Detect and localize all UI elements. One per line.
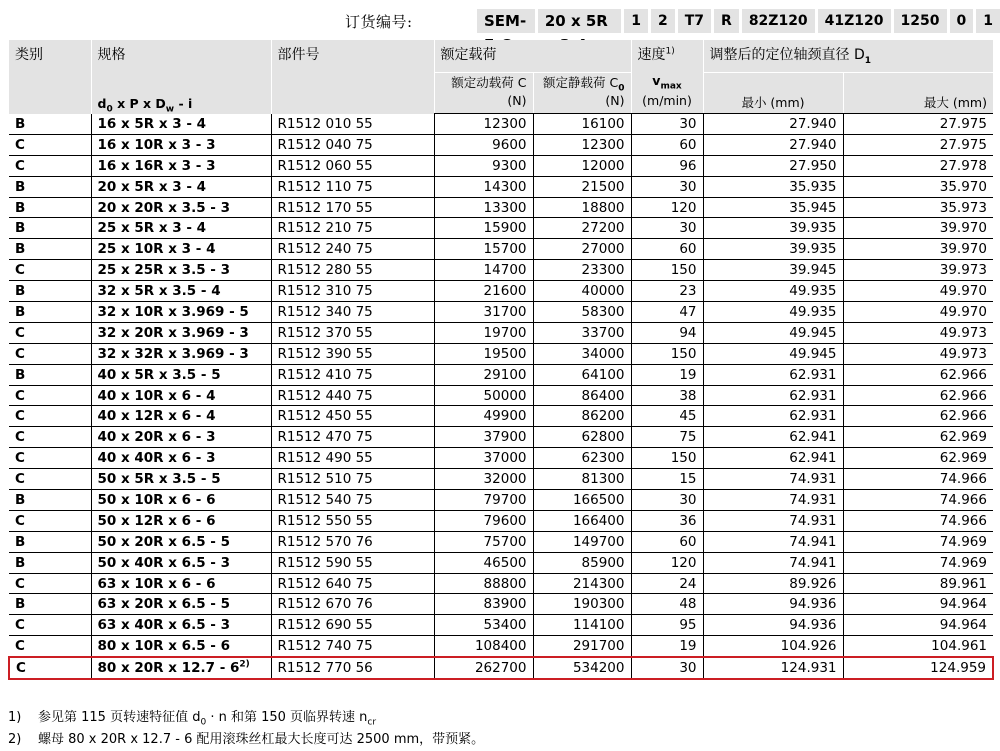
cell-dyn-load: 29100 <box>434 364 533 385</box>
cell-diam-min: 74.941 <box>703 552 843 573</box>
cell-type: C <box>9 343 91 364</box>
cell-part-no: R1512 690 55 <box>271 615 434 636</box>
cell-stat-load: 534200 <box>533 657 631 679</box>
cell-stat-load: 64100 <box>533 364 631 385</box>
cell-part-no: R1512 310 75 <box>271 281 434 302</box>
table-row <box>9 531 993 552</box>
footnote-ref: 2) <box>239 659 250 670</box>
order-code-bar <box>0 6 1000 34</box>
order-code-cell: SEM- <box>477 9 535 33</box>
cell-diam-max: 39.970 <box>843 218 993 239</box>
header-spec: 规格 $d_0$ x P x $D_w$ - i <box>91 40 271 114</box>
cell-diam-min: 62.931 <box>703 406 843 427</box>
cell-part-no: R1512 370 55 <box>271 322 434 343</box>
cell-dyn-load: 53400 <box>434 615 533 636</box>
table-row <box>9 469 993 490</box>
cell-type: B <box>9 218 91 239</box>
cell-speed: 150 <box>631 260 703 281</box>
header-part-no: 部件号 <box>271 40 434 114</box>
cell-diam-max: 39.970 <box>843 239 993 260</box>
cell-diam-min: 35.935 <box>703 176 843 197</box>
cell-part-no: R1512 010 55 <box>271 114 434 135</box>
cell-type: C <box>9 406 91 427</box>
cell-spec: 40 x 5R x 3.5 - 5 <box>91 364 271 385</box>
cell-type: C <box>9 155 91 176</box>
cell-diam-max: 74.966 <box>843 490 993 511</box>
table-row <box>9 134 993 155</box>
cell-diam-max: 74.969 <box>843 531 993 552</box>
cell-type: C <box>9 322 91 343</box>
cell-dyn-load: 75700 <box>434 531 533 552</box>
cell-stat-load: 18800 <box>533 197 631 218</box>
cell-diam-min: 49.935 <box>703 302 843 323</box>
cell-spec: 40 x 40R x 6 - 3 <box>91 448 271 469</box>
cell-type: C <box>9 573 91 594</box>
cell-diam-min: 62.931 <box>703 385 843 406</box>
cell-dyn-load: 262700 <box>434 657 533 679</box>
cell-spec: 63 x 20R x 6.5 - 5 <box>91 594 271 615</box>
cell-speed: 60 <box>631 239 703 260</box>
cell-stat-load: 114100 <box>533 615 631 636</box>
cell-speed: 30 <box>631 657 703 679</box>
cell-spec: 50 x 5R x 3.5 - 5 <box>91 469 271 490</box>
table-row <box>9 281 993 302</box>
cell-speed: 15 <box>631 469 703 490</box>
cell-stat-load: 27200 <box>533 218 631 239</box>
cell-stat-load: 86200 <box>533 406 631 427</box>
cell-diam-max: 49.970 <box>843 281 993 302</box>
cell-stat-load: 86400 <box>533 385 631 406</box>
cell-part-no: R1512 110 75 <box>271 176 434 197</box>
cell-diam-min: 74.931 <box>703 490 843 511</box>
cell-speed: 30 <box>631 490 703 511</box>
order-code-cell: 1250 <box>894 9 947 33</box>
spec-formula: $d_0$ x P x $D_w$ - i <box>97 95 193 114</box>
cell-diam-min: 74.931 <box>703 469 843 490</box>
cell-diam-max: 27.978 <box>843 155 993 176</box>
table-row <box>9 176 993 197</box>
table-row <box>9 114 993 135</box>
cell-diam-max: 124.959 <box>843 657 993 679</box>
cell-dyn-load: 14300 <box>434 176 533 197</box>
order-code-cell: 20 x 5R <box>538 9 621 33</box>
table-row-highlighted <box>9 657 993 679</box>
cell-type: B <box>9 197 91 218</box>
cell-type: C <box>9 385 91 406</box>
header-diam-blank <box>703 73 843 94</box>
cell-speed: 96 <box>631 155 703 176</box>
table-row <box>9 448 993 469</box>
cell-speed: 38 <box>631 385 703 406</box>
cell-diam-min: 49.945 <box>703 343 843 364</box>
cell-stat-load: 85900 <box>533 552 631 573</box>
cell-diam-min: 104.926 <box>703 636 843 657</box>
table-row <box>9 385 993 406</box>
table-row <box>9 322 993 343</box>
cell-stat-load: 16100 <box>533 114 631 135</box>
order-code-cell: T7 <box>678 9 711 33</box>
cell-part-no: R1512 040 75 <box>271 134 434 155</box>
cell-diam-min: 49.935 <box>703 281 843 302</box>
cell-type: C <box>9 510 91 531</box>
order-code-cell: 82Z120 <box>742 9 815 33</box>
cell-spec: 80 x 10R x 6.5 - 6 <box>91 636 271 657</box>
cell-dyn-load: 108400 <box>434 636 533 657</box>
cell-spec: 32 x 20R x 3.969 - 3 <box>91 322 271 343</box>
cell-spec: 32 x 5R x 3.5 - 4 <box>91 281 271 302</box>
cell-spec: 25 x 5R x 3 - 4 <box>91 218 271 239</box>
cell-speed: 120 <box>631 197 703 218</box>
table-row <box>9 197 993 218</box>
cell-spec: 63 x 40R x 6.5 - 3 <box>91 615 271 636</box>
table-row <box>9 218 993 239</box>
cell-diam-min: 74.941 <box>703 531 843 552</box>
cell-type: B <box>9 114 91 135</box>
cell-speed: 150 <box>631 448 703 469</box>
cell-type: B <box>9 239 91 260</box>
cell-dyn-load: 14700 <box>434 260 533 281</box>
cell-type: C <box>9 615 91 636</box>
cell-spec: 16 x 10R x 3 - 3 <box>91 134 271 155</box>
header-stat-load: 额定静载荷 $C_0$ <box>533 73 631 94</box>
cell-speed: 150 <box>631 343 703 364</box>
cell-speed: 23 <box>631 281 703 302</box>
order-code-label: 订货编号: <box>345 13 413 31</box>
cell-diam-max: 62.966 <box>843 385 993 406</box>
cell-dyn-load: 46500 <box>434 552 533 573</box>
cell-diam-max: 62.966 <box>843 406 993 427</box>
cell-dyn-load: 88800 <box>434 573 533 594</box>
table-row <box>9 302 993 323</box>
cell-type: C <box>9 636 91 657</box>
cell-dyn-load: 21600 <box>434 281 533 302</box>
cell-part-no: R1512 770 56 <box>271 657 434 679</box>
cell-diam-min: 39.935 <box>703 239 843 260</box>
cell-part-no: R1512 570 76 <box>271 531 434 552</box>
cell-stat-load: 12300 <box>533 134 631 155</box>
order-code-cell: R <box>714 9 739 33</box>
table-row <box>9 573 993 594</box>
cell-dyn-load: 50000 <box>434 385 533 406</box>
cell-type: B <box>9 490 91 511</box>
cell-diam-min: 39.945 <box>703 260 843 281</box>
order-code-cell: 1 <box>624 9 648 33</box>
cell-spec: 16 x 5R x 3 - 4 <box>91 114 271 135</box>
cell-spec: 25 x 25R x 3.5 - 3 <box>91 260 271 281</box>
cell-part-no: R1512 550 55 <box>271 510 434 531</box>
cell-speed: 95 <box>631 615 703 636</box>
cell-diam-max: 62.969 <box>843 427 993 448</box>
header-unit-n2: (N) <box>533 93 631 114</box>
cell-diam-min: 62.931 <box>703 364 843 385</box>
cell-speed: 30 <box>631 114 703 135</box>
header-min: 最小 (mm) <box>703 93 843 114</box>
cell-dyn-load: 13300 <box>434 197 533 218</box>
footnotes <box>8 707 484 751</box>
cell-part-no: R1512 450 55 <box>271 406 434 427</box>
cell-dyn-load: 9300 <box>434 155 533 176</box>
cell-part-no: R1512 060 55 <box>271 155 434 176</box>
table-row <box>9 260 993 281</box>
cell-part-no: R1512 670 76 <box>271 594 434 615</box>
cell-dyn-load: 37000 <box>434 448 533 469</box>
order-code-cell: 2 <box>651 9 675 33</box>
header-load: 额定载荷 <box>434 40 631 73</box>
cell-part-no: R1512 280 55 <box>271 260 434 281</box>
cell-part-no: R1512 170 55 <box>271 197 434 218</box>
cell-part-no: R1512 340 75 <box>271 302 434 323</box>
table-row <box>9 636 993 657</box>
cell-type: C <box>9 260 91 281</box>
cell-part-no: R1512 470 75 <box>271 427 434 448</box>
header-max: 最大 (mm) <box>843 93 993 114</box>
cell-diam-min: 39.935 <box>703 218 843 239</box>
cell-stat-load: 166400 <box>533 510 631 531</box>
cell-stat-load: 291700 <box>533 636 631 657</box>
cell-type: B <box>9 281 91 302</box>
cell-diam-min: 94.936 <box>703 594 843 615</box>
table-row <box>9 427 993 448</box>
cell-diam-min: 62.941 <box>703 427 843 448</box>
cell-type: C <box>9 427 91 448</box>
cell-diam-min: 62.941 <box>703 448 843 469</box>
cell-speed: 48 <box>631 594 703 615</box>
cell-part-no: R1512 540 75 <box>271 490 434 511</box>
cell-diam-max: 35.973 <box>843 197 993 218</box>
cell-stat-load: 166500 <box>533 490 631 511</box>
cell-diam-min: 27.940 <box>703 134 843 155</box>
header-type: 类别 <box>9 40 91 114</box>
cell-stat-load: 12000 <box>533 155 631 176</box>
cell-diam-min: 27.940 <box>703 114 843 135</box>
cell-diam-max: 94.964 <box>843 594 993 615</box>
cell-dyn-load: 32000 <box>434 469 533 490</box>
table-row <box>9 552 993 573</box>
cell-spec: 32 x 10R x 3.969 - 5 <box>91 302 271 323</box>
cell-speed: 30 <box>631 218 703 239</box>
cell-diam-max: 49.973 <box>843 322 993 343</box>
header-diameter: 调整后的定位轴颈直径 $D_1$ <box>703 40 993 73</box>
cell-diam-max: 35.970 <box>843 176 993 197</box>
cell-diam-min: 74.931 <box>703 510 843 531</box>
cell-dyn-load: 79700 <box>434 490 533 511</box>
cell-spec: 40 x 20R x 6 - 3 <box>91 427 271 448</box>
cell-diam-max: 39.973 <box>843 260 993 281</box>
header-unit-n1: (N) <box>434 93 533 114</box>
cell-speed: 36 <box>631 510 703 531</box>
cell-part-no: R1512 490 55 <box>271 448 434 469</box>
header-unit-speed: (m/min) <box>631 93 703 114</box>
cell-spec: 50 x 20R x 6.5 - 5 <box>91 531 271 552</box>
cell-spec: 50 x 10R x 6 - 6 <box>91 490 271 511</box>
cell-dyn-load: 49900 <box>434 406 533 427</box>
cell-stat-load: 23300 <box>533 260 631 281</box>
cell-stat-load: 40000 <box>533 281 631 302</box>
cell-stat-load: 58300 <box>533 302 631 323</box>
table-row <box>9 239 993 260</box>
header-diam-blank2 <box>843 73 993 94</box>
cell-part-no: R1512 740 75 <box>271 636 434 657</box>
cell-dyn-load: 19500 <box>434 343 533 364</box>
cell-diam-min: 27.950 <box>703 155 843 176</box>
cell-spec: 25 x 10R x 3 - 4 <box>91 239 271 260</box>
cell-part-no: R1512 440 75 <box>271 385 434 406</box>
cell-diam-max: 89.961 <box>843 573 993 594</box>
cell-diam-max: 74.969 <box>843 552 993 573</box>
cell-dyn-load: 83900 <box>434 594 533 615</box>
cell-speed: 24 <box>631 573 703 594</box>
cell-stat-load: 62800 <box>533 427 631 448</box>
cell-diam-max: 27.975 <box>843 134 993 155</box>
cell-diam-max: 49.973 <box>843 343 993 364</box>
cell-speed: 19 <box>631 636 703 657</box>
cell-speed: 94 <box>631 322 703 343</box>
cell-diam-max: 62.969 <box>843 448 993 469</box>
cell-speed: 47 <box>631 302 703 323</box>
cell-type: B <box>9 364 91 385</box>
cell-part-no: R1512 210 75 <box>271 218 434 239</box>
cell-part-no: R1512 640 75 <box>271 573 434 594</box>
cell-dyn-load: 79600 <box>434 510 533 531</box>
table-row <box>9 490 993 511</box>
cell-dyn-load: 15700 <box>434 239 533 260</box>
cell-spec: 50 x 40R x 6.5 - 3 <box>91 552 271 573</box>
cell-type: B <box>9 176 91 197</box>
cell-diam-min: 49.945 <box>703 322 843 343</box>
cell-part-no: R1512 390 55 <box>271 343 434 364</box>
cell-part-no: R1512 240 75 <box>271 239 434 260</box>
cell-diam-min: 124.931 <box>703 657 843 679</box>
cell-type: B <box>9 594 91 615</box>
spec-table <box>8 40 994 680</box>
cell-part-no: R1512 510 75 <box>271 469 434 490</box>
cell-dyn-load: 9600 <box>434 134 533 155</box>
cell-part-no: R1512 410 75 <box>271 364 434 385</box>
table-row <box>9 343 993 364</box>
cell-diam-max: 49.970 <box>843 302 993 323</box>
cell-spec: 20 x 20R x 3.5 - 3 <box>91 197 271 218</box>
cell-dyn-load: 37900 <box>434 427 533 448</box>
table-row <box>9 615 993 636</box>
cell-diam-max: 94.964 <box>843 615 993 636</box>
cell-type: C <box>9 134 91 155</box>
cell-speed: 45 <box>631 406 703 427</box>
cell-spec: 40 x 12R x 6 - 4 <box>91 406 271 427</box>
cell-spec: 16 x 16R x 3 - 3 <box>91 155 271 176</box>
cell-diam-max: 62.966 <box>843 364 993 385</box>
cell-diam-max: 104.961 <box>843 636 993 657</box>
cell-dyn-load: 19700 <box>434 322 533 343</box>
order-code-cell: 41Z120 <box>818 9 891 33</box>
table-row <box>9 406 993 427</box>
cell-type: B <box>9 302 91 323</box>
header-vmax: $v_{max}$ <box>631 73 703 94</box>
cell-diam-max: 74.966 <box>843 469 993 490</box>
cell-spec: 32 x 32R x 3.969 - 3 <box>91 343 271 364</box>
cell-spec: 20 x 5R x 3 - 4 <box>91 176 271 197</box>
cell-speed: 75 <box>631 427 703 448</box>
cell-part-no: R1512 590 55 <box>271 552 434 573</box>
footnote-1: 1) 参见第 115 页转速特征值 $d_0 \cdot n$ 和第 150 页临界转速 $n_{cr}$ <box>8 710 377 728</box>
order-code-cell: 1 <box>976 9 1000 33</box>
cell-type: C <box>9 657 91 679</box>
cell-diam-min: 94.936 <box>703 615 843 636</box>
order-code-cell: 0 <box>950 9 974 33</box>
cell-diam-max: 27.975 <box>843 114 993 135</box>
footnote-2: 2) 螺母 80 x 20R x 12.7 - 6 配用滚珠丝杠最大长度可达 2500 mm，带预紧。 <box>8 732 485 747</box>
cell-stat-load: 81300 <box>533 469 631 490</box>
cell-speed: 19 <box>631 364 703 385</box>
cell-spec: 50 x 12R x 6 - 6 <box>91 510 271 531</box>
cell-stat-load: 34000 <box>533 343 631 364</box>
cell-speed: 120 <box>631 552 703 573</box>
cell-dyn-load: 12300 <box>434 114 533 135</box>
cell-diam-min: 89.926 <box>703 573 843 594</box>
cell-speed: 60 <box>631 134 703 155</box>
cell-dyn-load: 15900 <box>434 218 533 239</box>
cell-stat-load: 62300 <box>533 448 631 469</box>
cell-stat-load: 190300 <box>533 594 631 615</box>
header-dyn-load: 额定动载荷 C <box>434 73 533 94</box>
cell-type: B <box>9 531 91 552</box>
cell-dyn-load: 31700 <box>434 302 533 323</box>
cell-stat-load: 214300 <box>533 573 631 594</box>
table-row <box>9 155 993 176</box>
cell-spec: 40 x 10R x 6 - 4 <box>91 385 271 406</box>
table-row <box>9 510 993 531</box>
cell-spec: 63 x 10R x 6 - 6 <box>91 573 271 594</box>
cell-type: C <box>9 448 91 469</box>
order-code-cells <box>477 9 1000 33</box>
cell-stat-load: 149700 <box>533 531 631 552</box>
cell-speed: 60 <box>631 531 703 552</box>
cell-stat-load: 33700 <box>533 322 631 343</box>
cell-diam-max: 74.966 <box>843 510 993 531</box>
table-row <box>9 364 993 385</box>
cell-type: B <box>9 552 91 573</box>
header-speed: 速度$^{1)}$ <box>631 40 703 73</box>
cell-diam-min: 35.945 <box>703 197 843 218</box>
cell-speed: 30 <box>631 176 703 197</box>
cell-type: C <box>9 469 91 490</box>
cell-stat-load: 27000 <box>533 239 631 260</box>
table-row <box>9 594 993 615</box>
cell-spec: 80 x 20R x 12.7 - 6$^{2)}$ <box>91 657 271 679</box>
cell-stat-load: 21500 <box>533 176 631 197</box>
